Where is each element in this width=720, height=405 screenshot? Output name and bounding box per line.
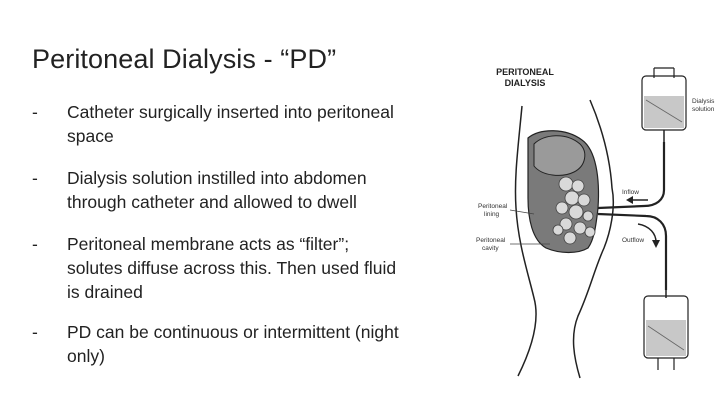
bullet-line: solutes diffuse across this. Then used fluid [67, 258, 397, 278]
bullet-line: is drained [67, 282, 143, 302]
bullet-item [32, 166, 462, 214]
dialysis-solution-label: solution [692, 106, 715, 113]
inflow-arrowhead [626, 196, 633, 204]
bullet-text [67, 232, 462, 304]
peritoneal-cavity-label: cavity [482, 245, 499, 252]
bullet-item [32, 100, 462, 148]
bullet-text [67, 166, 462, 214]
figure-title-line: PERITONEAL [496, 67, 554, 77]
slide-title: Peritoneal Dialysis - “PD” [32, 44, 337, 74]
bullet-marker: - [32, 102, 38, 122]
outflow-arrowhead [652, 240, 660, 248]
peritoneal-dialysis-illustration [470, 58, 715, 403]
bullet-item [32, 320, 462, 368]
bullet-line: Peritoneal membrane acts as “filter”; [67, 234, 350, 254]
tubing [598, 142, 666, 290]
inflow-label: Inflow [622, 189, 639, 196]
peritoneal-lining-label: Peritoneal [478, 203, 508, 210]
bullet-marker: - [32, 168, 38, 188]
outflow-label: Outflow [622, 237, 645, 244]
upper-organs-shape [534, 136, 585, 176]
bullet-text [67, 320, 462, 368]
bullet-marker: - [32, 234, 38, 254]
dialysis-solution-bag [642, 68, 686, 142]
bullet-list [32, 100, 462, 386]
bullet-item [32, 232, 462, 304]
dialysis-solution-label: Dialysis [692, 98, 715, 105]
bullet-line: Dialysis solution instilled into abdomen [67, 168, 367, 188]
bullet-line: Catheter surgically inserted into peritoneal [67, 102, 394, 122]
bullet-line: PD can be continuous or intermittent (night [67, 322, 399, 342]
bullet-line: space [67, 126, 114, 146]
peritoneal-cavity-label: Peritoneal [476, 237, 506, 244]
peritoneal-lining-label: lining [484, 211, 500, 218]
drainage-bag [644, 290, 688, 370]
illustration-svg [470, 58, 715, 403]
bullet-text [67, 100, 462, 148]
bullet-marker: - [32, 322, 38, 342]
bullet-line: through catheter and allowed to dwell [67, 192, 357, 212]
figure-title-line: DIALYSIS [504, 78, 546, 88]
bullet-line: only) [67, 346, 105, 366]
